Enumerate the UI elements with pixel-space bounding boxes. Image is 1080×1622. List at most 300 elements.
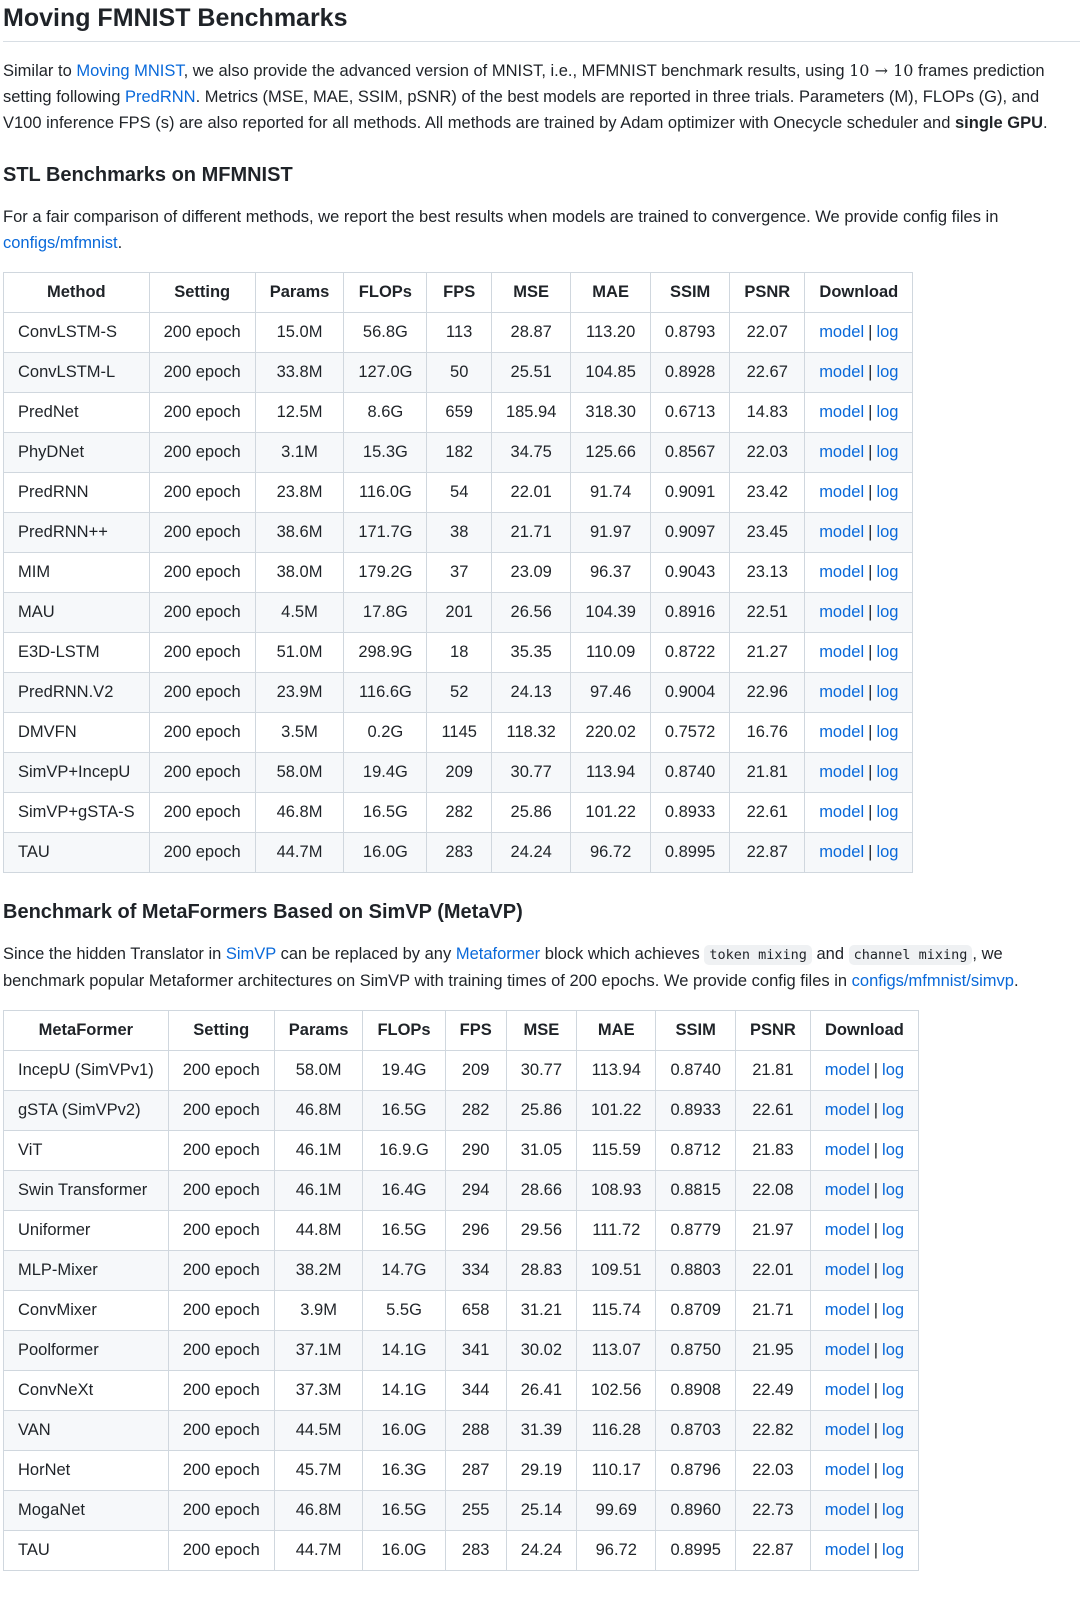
table-row [4,1131,919,1171]
readme-content [3,0,1080,1571]
table-cell: 0.8779 [656,1211,735,1251]
table-cell: 52 [427,673,491,713]
table-cell: 296 [445,1211,506,1251]
log-download-link[interactable]: log [882,1221,905,1239]
table-cell: 44.8M [274,1211,363,1251]
table-cell: 37.1M [274,1331,363,1371]
table-row [4,1411,919,1451]
method-cell: ConvMixer [4,1291,169,1331]
table-cell: 31.05 [506,1131,576,1171]
table-cell: 46.8M [274,1491,363,1531]
table-cell: 22.01 [491,473,570,513]
stl-benchmark-table [3,272,913,873]
table-cell: 16.5G [344,793,427,833]
table-cell: 23.9M [255,673,344,713]
table-cell: 200 epoch [168,1171,274,1211]
column-header: MetaFormer [4,1011,169,1051]
log-download-link[interactable]: log [876,843,899,861]
link-separator: | [868,723,873,741]
table-row [4,513,913,553]
column-header: Params [255,273,344,313]
method-cell: ConvLSTM-L [4,353,150,393]
log-download-link[interactable]: log [876,683,899,701]
table-cell: 44.7M [255,833,344,873]
table-cell: 22.49 [735,1371,810,1411]
table-cell: 45.7M [274,1451,363,1491]
log-download-link[interactable]: log [882,1141,905,1159]
method-cell: Swin Transformer [4,1171,169,1211]
table-cell: 0.8740 [656,1051,735,1091]
table-cell: 22.73 [735,1491,810,1531]
moving-mnist-link[interactable]: Moving MNIST [76,62,184,80]
log-download-link[interactable]: log [876,363,899,381]
table-cell: 200 epoch [149,593,255,633]
table-cell: 334 [445,1251,506,1291]
metavp-description: Since the hidden Translator in SimVP can be replaced by any Metaformer block which achieves token mixing and channel mixing , we benchmark popular Metaformer architectures on SimVP with training times of 200 epochs. We provide config files in configs/mfmnist/simvp. [3,945,1019,990]
table-cell: 46.8M [274,1091,363,1131]
method-cell: PredNet [4,393,150,433]
table-cell: 22.03 [735,1451,810,1491]
table-cell: 200 epoch [168,1211,274,1251]
model-download-link[interactable]: model [819,603,865,621]
table-row [4,313,913,353]
model-download-link[interactable]: model [819,403,865,421]
log-download-link[interactable]: log [876,483,899,501]
predrnn-link[interactable]: PredRNN [125,88,196,106]
table-cell: 282 [427,793,491,833]
table-cell: 113.94 [571,753,650,793]
table-cell: 294 [445,1171,506,1211]
table-cell: 0.8916 [650,593,729,633]
log-download-link[interactable]: log [876,563,899,581]
link-separator: | [868,563,873,581]
table-cell: 22.08 [735,1171,810,1211]
table-cell: 220.02 [571,713,650,753]
link-separator: | [868,403,873,421]
log-download-link[interactable]: log [882,1421,905,1439]
log-download-link[interactable]: log [876,523,899,541]
table-row [4,673,913,713]
link-separator: | [868,443,873,461]
table-cell: 182 [427,433,491,473]
log-download-link[interactable]: log [882,1101,905,1119]
model-download-link[interactable]: model [819,563,865,581]
frames-math: 10 → 10 [849,61,914,80]
table-cell: 22.87 [730,833,805,873]
table-cell: 96.37 [571,553,650,593]
table-cell: 282 [445,1091,506,1131]
method-cell: PredRNN++ [4,513,150,553]
table-cell: 21.71 [735,1291,810,1331]
download-cell [810,1251,918,1291]
table-cell: 14.83 [730,393,805,433]
log-download-link[interactable]: log [882,1341,905,1359]
table-cell: 14.1G [363,1331,445,1371]
table-cell: 51.0M [255,633,344,673]
table-cell: 0.9097 [650,513,729,553]
table-cell: 0.8960 [656,1491,735,1531]
table-cell: 23.42 [730,473,805,513]
table-cell: 5.5G [363,1291,445,1331]
model-download-link[interactable]: model [819,803,865,821]
table-cell: 16.0G [363,1411,445,1451]
table-cell: 0.9004 [650,673,729,713]
method-cell: Uniformer [4,1211,169,1251]
log-download-link[interactable]: log [882,1301,905,1319]
table-cell: 91.97 [571,513,650,553]
link-separator: | [868,643,873,661]
model-download-link[interactable]: model [824,1061,870,1079]
download-cell [810,1331,918,1371]
method-cell: MIM [4,553,150,593]
table-cell: 0.9043 [650,553,729,593]
column-header: Params [274,1011,363,1051]
configs-mfmnist-simvp-link[interactable]: configs/mfmnist/simvp [851,972,1014,990]
table-cell: 200 epoch [168,1331,274,1371]
column-header: MSE [491,273,570,313]
log-download-link[interactable]: log [882,1501,905,1519]
table-row [4,1291,919,1331]
table-cell: 209 [445,1051,506,1091]
table-cell: 38.0M [255,553,344,593]
table-cell: 200 epoch [168,1131,274,1171]
column-header: PSNR [735,1011,810,1051]
stl-heading: STL Benchmarks on MFMNIST [3,164,293,186]
download-cell [810,1491,918,1531]
link-separator: | [868,603,873,621]
download-cell [805,833,913,873]
table-cell: 37 [427,553,491,593]
table-cell: 96.72 [577,1531,656,1571]
table-row [4,753,913,793]
log-download-link[interactable]: log [876,403,899,421]
method-cell: HorNet [4,1451,169,1491]
model-download-link[interactable]: model [824,1221,870,1239]
model-download-link[interactable]: model [824,1341,870,1359]
table-cell: 38.2M [274,1251,363,1291]
download-cell [805,353,913,393]
table-cell: 22.96 [730,673,805,713]
table-cell: 200 epoch [149,713,255,753]
method-cell: VAN [4,1411,169,1451]
table-cell: 0.8815 [656,1171,735,1211]
intro-paragraph: Similar to Moving MNIST, we also provide the advanced version of MNIST, i.e., MFMNIST benchmark results, using 10 → 10 frames prediction setting following PredRNN. Metrics (MSE, MAE, SSIM, pSNR) of the best models are reported in three trials. Parameters (M), FLOPs (G), and V100 inference FPS (s) are also reported for all methods. All methods are trained by Adam optimizer with Onecycle scheduler and single GPU. [3,61,1048,132]
model-download-link[interactable]: model [824,1501,870,1519]
method-cell: IncepU (SimVPv1) [4,1051,169,1091]
table-cell: 659 [427,393,491,433]
model-download-link[interactable]: model [819,523,865,541]
table-cell: 25.86 [506,1091,576,1131]
column-header: PSNR [730,273,805,313]
model-download-link[interactable]: model [819,643,865,661]
table-cell: 22.51 [730,593,805,633]
table-cell: 200 epoch [149,513,255,553]
table-cell: 0.7572 [650,713,729,753]
model-download-link[interactable]: model [819,763,865,781]
method-cell: PredRNN.V2 [4,673,150,713]
column-header: Download [805,273,913,313]
table-cell: 16.76 [730,713,805,753]
log-download-link[interactable]: log [882,1461,905,1479]
table-row [4,553,913,593]
table-cell: 23.09 [491,553,570,593]
table-cell: 127.0G [344,353,427,393]
stl-description: For a fair comparison of different methods, we report the best results when models are trained to convergence. We provide config files in configs/mfmnist. [3,208,999,252]
table-cell: 255 [445,1491,506,1531]
model-download-link[interactable]: model [824,1101,870,1119]
link-separator: | [868,843,873,861]
table-cell: 111.72 [577,1211,656,1251]
table-cell: 200 epoch [168,1051,274,1091]
table-cell: 22.82 [735,1411,810,1451]
link-separator: | [873,1381,879,1399]
method-cell: gSTA (SimVPv2) [4,1091,169,1131]
link-separator: | [868,363,873,381]
channel-mixing-code: channel mixing [849,945,973,965]
table-cell: 200 epoch [168,1371,274,1411]
table-row [4,1491,919,1531]
column-header: Method [4,273,150,313]
column-header: SSIM [656,1011,735,1051]
table-cell: 200 epoch [149,473,255,513]
table-cell: 24.24 [506,1531,576,1571]
table-cell: 171.7G [344,513,427,553]
method-cell: MogaNet [4,1491,169,1531]
table-cell: 200 epoch [168,1251,274,1291]
link-separator: | [873,1461,879,1479]
metavp-benchmark-table [3,1010,919,1571]
download-cell [810,1411,918,1451]
log-download-link[interactable]: log [876,443,899,461]
configs-mfmnist-link[interactable]: configs/mfmnist [3,234,118,252]
column-header: FPS [445,1011,506,1051]
model-download-link[interactable]: model [824,1421,870,1439]
link-separator: | [873,1421,879,1439]
table-cell: 0.8995 [656,1531,735,1571]
table-cell: 200 epoch [168,1451,274,1491]
model-download-link[interactable]: model [819,443,865,461]
log-download-link[interactable]: log [876,763,899,781]
table-cell: 23.13 [730,553,805,593]
table-cell: 21.27 [730,633,805,673]
column-header: MAE [577,1011,656,1051]
table-cell: 0.2G [344,713,427,753]
table-cell: 102.56 [577,1371,656,1411]
table-cell: 0.8928 [650,353,729,393]
log-download-link[interactable]: log [876,803,899,821]
table-cell: 30.77 [506,1051,576,1091]
table-cell: 209 [427,753,491,793]
table-cell: 109.51 [577,1251,656,1291]
method-cell: ConvLSTM-S [4,313,150,353]
model-download-link[interactable]: model [824,1181,870,1199]
model-download-link[interactable]: model [819,483,865,501]
table-cell: 21.81 [735,1051,810,1091]
table-cell: 16.5G [363,1211,445,1251]
table-cell: 290 [445,1131,506,1171]
model-download-link[interactable]: model [819,683,865,701]
table-row [4,1051,919,1091]
table-cell: 0.6713 [650,393,729,433]
model-download-link[interactable]: model [824,1461,870,1479]
table-cell: 56.8G [344,313,427,353]
table-cell: 97.46 [571,673,650,713]
log-download-link[interactable]: log [882,1181,905,1199]
download-cell [805,313,913,353]
table-cell: 26.41 [506,1371,576,1411]
table-cell: 28.87 [491,313,570,353]
method-cell: TAU [4,1531,169,1571]
link-separator: | [873,1541,879,1559]
table-cell: 30.02 [506,1331,576,1371]
log-download-link[interactable]: log [882,1061,905,1079]
table-cell: 200 epoch [168,1531,274,1571]
table-cell: 0.8793 [650,313,729,353]
log-download-link[interactable]: log [876,643,899,661]
table-cell: 113 [427,313,491,353]
table-cell: 26.56 [491,593,570,633]
model-download-link[interactable]: model [824,1381,870,1399]
model-download-link[interactable]: model [824,1141,870,1159]
table-cell: 16.0G [344,833,427,873]
table-cell: 44.5M [274,1411,363,1451]
table-cell: 16.9.G [363,1131,445,1171]
table-cell: 25.14 [506,1491,576,1531]
table-cell: 12.5M [255,393,344,433]
table-cell: 15.0M [255,313,344,353]
log-download-link[interactable]: log [876,603,899,621]
table-cell: 33.8M [255,353,344,393]
model-download-link[interactable]: model [824,1541,870,1559]
table-cell: 115.59 [577,1131,656,1171]
table-cell: 28.66 [506,1171,576,1211]
table-cell: 19.4G [363,1051,445,1091]
download-cell [810,1291,918,1331]
table-cell: 44.7M [274,1531,363,1571]
table-cell: 0.8908 [656,1371,735,1411]
method-cell: PhyDNet [4,433,150,473]
token-mixing-code: token mixing [704,945,812,965]
table-cell: 22.01 [735,1251,810,1291]
table-cell: 14.7G [363,1251,445,1291]
log-download-link[interactable]: log [882,1261,905,1279]
table-cell: 179.2G [344,553,427,593]
table-row [4,473,913,513]
log-download-link[interactable]: log [876,323,899,341]
model-download-link[interactable]: model [824,1261,870,1279]
model-download-link[interactable]: model [824,1301,870,1319]
table-cell: 0.9091 [650,473,729,513]
link-separator: | [873,1221,879,1239]
download-cell [805,393,913,433]
log-download-link[interactable]: log [882,1381,905,1399]
table-cell: 0.8933 [656,1091,735,1131]
download-cell [805,593,913,633]
table-cell: 0.8703 [656,1411,735,1451]
table-cell: 16.3G [363,1451,445,1491]
table-cell: 287 [445,1451,506,1491]
method-cell: PredRNN [4,473,150,513]
table-cell: 341 [445,1331,506,1371]
model-download-link[interactable]: model [819,363,865,381]
download-cell [810,1211,918,1251]
log-download-link[interactable]: log [876,723,899,741]
column-header: MAE [571,273,650,313]
table-cell: 113.07 [577,1331,656,1371]
table-cell: 125.66 [571,433,650,473]
table-cell: 37.3M [274,1371,363,1411]
metaformer-link[interactable]: Metaformer [455,945,541,963]
table-cell: 58.0M [274,1051,363,1091]
simvp-link[interactable]: SimVP [225,945,277,963]
download-cell [805,473,913,513]
table-cell: 113.94 [577,1051,656,1091]
model-download-link[interactable]: model [819,843,865,861]
link-separator: | [873,1261,879,1279]
table-cell: 29.19 [506,1451,576,1491]
method-cell: Poolformer [4,1331,169,1371]
table-row [4,433,913,473]
download-cell [810,1051,918,1091]
table-cell: 200 epoch [149,793,255,833]
table-cell: 50 [427,353,491,393]
download-cell [805,753,913,793]
table-cell: 0.8740 [650,753,729,793]
table-cell: 101.22 [577,1091,656,1131]
table-cell: 0.8712 [656,1131,735,1171]
table-cell: 54 [427,473,491,513]
table-cell: 22.03 [730,433,805,473]
table-row [4,1451,919,1491]
download-cell [810,1371,918,1411]
table-cell: 29.56 [506,1211,576,1251]
table-cell: 200 epoch [149,433,255,473]
table-cell: 38.6M [255,513,344,553]
download-cell [810,1171,918,1211]
model-download-link[interactable]: model [819,723,865,741]
table-cell: 0.8567 [650,433,729,473]
table-cell: 21.71 [491,513,570,553]
link-separator: | [873,1301,879,1319]
table-cell: 31.39 [506,1411,576,1451]
download-cell [810,1091,918,1131]
download-cell [805,713,913,753]
table-cell: 0.8796 [656,1451,735,1491]
table-header-row [4,1011,919,1051]
download-cell [805,513,913,553]
table-cell: 22.87 [735,1531,810,1571]
method-cell: SimVP+gSTA-S [4,793,150,833]
table-cell: 0.8995 [650,833,729,873]
table-cell: 30.77 [491,753,570,793]
table-cell: 16.5G [363,1491,445,1531]
link-separator: | [873,1141,879,1159]
table-cell: 101.22 [571,793,650,833]
table-cell: 318.30 [571,393,650,433]
table-cell: 91.74 [571,473,650,513]
table-cell: 200 epoch [149,833,255,873]
method-cell: ConvNeXt [4,1371,169,1411]
model-download-link[interactable]: model [819,323,865,341]
table-cell: 22.61 [730,793,805,833]
table-cell: 104.39 [571,593,650,633]
table-cell: 28.83 [506,1251,576,1291]
log-download-link[interactable]: log [882,1541,905,1559]
table-cell: 0.8709 [656,1291,735,1331]
download-cell [805,553,913,593]
table-cell: 200 epoch [149,553,255,593]
column-header: MSE [506,1011,576,1051]
